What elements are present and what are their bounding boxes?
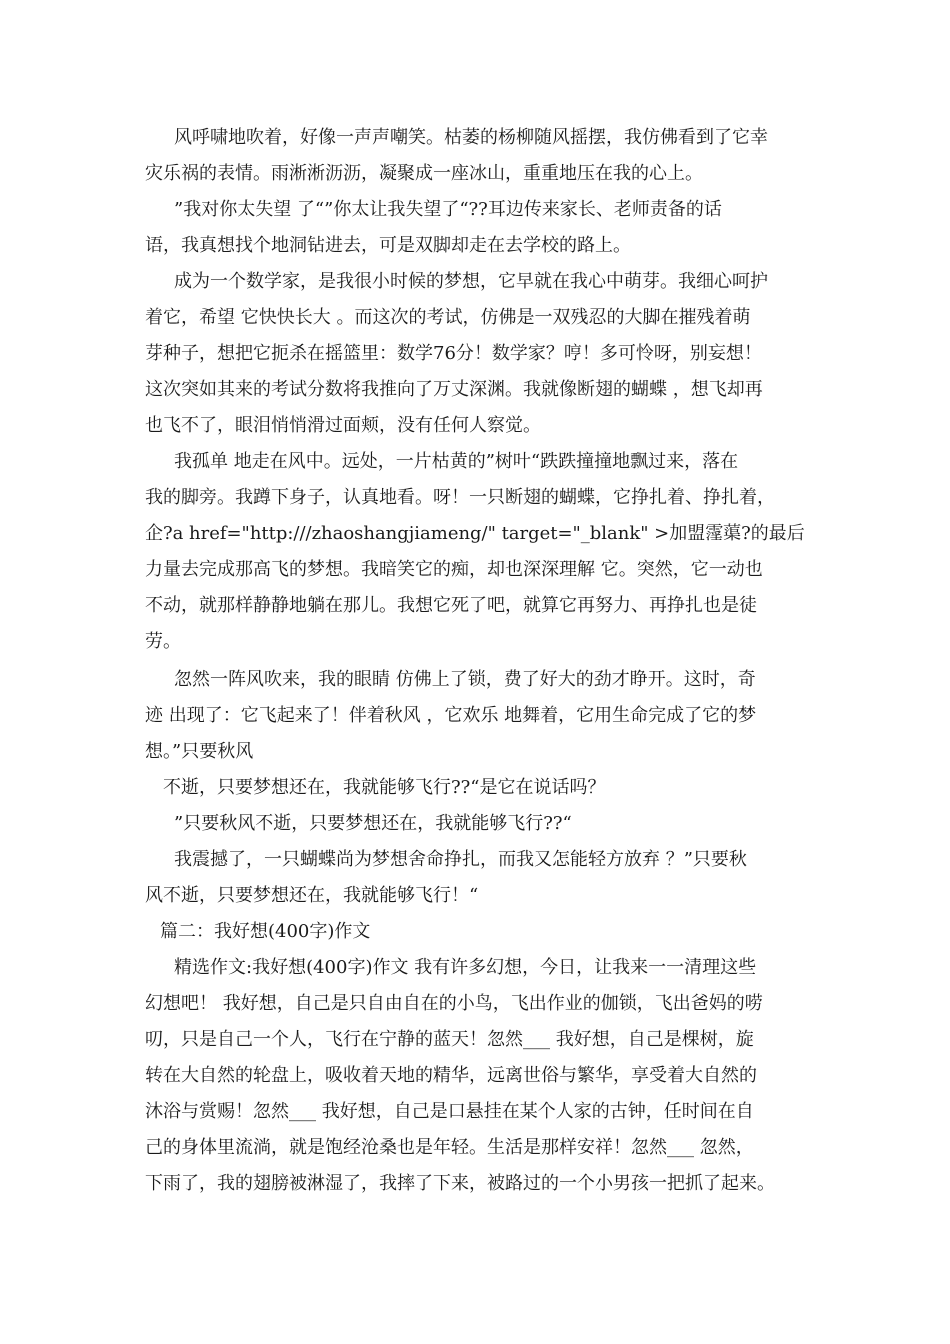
text-line: 忽然一阵风吹来，我的眼睛 仿佛上了锁，费了好大的劲才睁开。这时，奇: [174, 669, 756, 690]
text-line: ”只要秋风不逝，只要梦想还在，我就能够飞行??“: [174, 813, 572, 834]
text-line: 精选作文:我好想(400字)作文 我有许多幻想，今日，让我来一一清理这些: [174, 957, 757, 978]
text-line: 也飞不了，眼泪悄悄滑过面颊，没有任何人察觉。: [145, 415, 541, 436]
section-heading: 篇二：我好想(400字)作文: [160, 921, 371, 942]
text-line: 芽种子，想把它扼杀在摇篮里：数学76分！数学家？哼！多可怜呀，别妄想！: [145, 343, 762, 364]
text-line: 企?a href="http:///zhaoshangjiameng/" target="_blank" >加盟霪蕖?的最后: [145, 523, 805, 544]
text-line: 力量去完成那高飞的梦想。我暗笑它的痴，却也深深理解 它。突然，它一动也: [145, 559, 763, 580]
text-line: 幻想吧！ 我好想，自己是只自由自在的小鸟，飞出作业的伽锁，飞出爸妈的唠: [145, 993, 763, 1014]
text-line: 不逝，只要梦想还在，我就能够飞行??“是它在说话吗？: [163, 777, 606, 798]
text-line: ”我对你太失望 了“”你太让我失望了“??耳边传来家长、老师责备的话: [174, 199, 722, 220]
text-line: 转在大自然的轮盘上，吸收着天地的精华，远离世俗与繁华，享受着大自然的: [145, 1065, 757, 1086]
text-line: 我的脚旁。我蹲下身子，认真地看。呀！一只断翅的蝴蝶，它挣扎着、挣扎着，: [145, 487, 775, 508]
text-line: 迹 出现了：它飞起来了！伴着秋风 ，它欢乐 地舞着，它用生命完成了它的梦: [145, 705, 757, 726]
text-line: 灾乐祸的表情。雨淅淅沥沥，凝聚成一座冰山，重重地压在我的心上。: [145, 163, 703, 184]
text-line: 风呼啸地吹着，好像一声声嘲笑。枯萎的杨柳随风摇摆，我仿佛看到了它幸: [174, 127, 768, 148]
text-line: 叨，只是自己一个人，飞行在宁静的蓝天！忽然___ 我好想，自己是棵树，旋: [145, 1029, 754, 1050]
text-line: 下雨了，我的翅膀被淋湿了，我摔了下来，被路过的一个小男孩一把抓了起来。: [145, 1173, 775, 1194]
text-line: 我孤单 地走在风中。远处，一片枯黄的”树叶“跌跌撞撞地飘过来，落在: [174, 451, 739, 472]
text-line: 成为一个数学家，是我很小时候的梦想，它早就在我心中萌芽。我细心呵护: [174, 271, 768, 292]
text-line: 这次突如其来的考试分数将我推向了万丈深渊。我就像断翅的蝴蝶 ，想飞却再: [145, 379, 763, 400]
text-line: 己的身体里流淌，就是饱经沧桑也是年轻。生活是那样安祥！忽然___ 忽然，: [145, 1137, 754, 1158]
text-line: 不动，就那样静静地躺在那儿。我想它死了吧，就算它再努力、再挣扎也是徒: [145, 595, 757, 616]
text-line: 劳。: [145, 631, 181, 652]
text-line: 着它，希望 它快快长大 。而这次的考试，仿佛是一双残忍的大脚在摧残着萌: [145, 307, 751, 328]
text-line: 风不逝，只要梦想还在，我就能够飞行！“: [145, 885, 479, 906]
text-line: 我震撼了，一只蝴蝶尚为梦想舍命挣扎，而我又怎能轻方放弃 ？”只要秋: [174, 849, 747, 870]
text-line: 沐浴与赏赐！忽然___ 我好想，自己是口悬挂在某个人家的古钟，任时间在自: [145, 1101, 754, 1122]
text-line: 想。”只要秋风: [145, 741, 254, 762]
text-line: 语，我真想找个地洞钻进去，可是双脚却走在去学校的路上。: [145, 235, 631, 256]
